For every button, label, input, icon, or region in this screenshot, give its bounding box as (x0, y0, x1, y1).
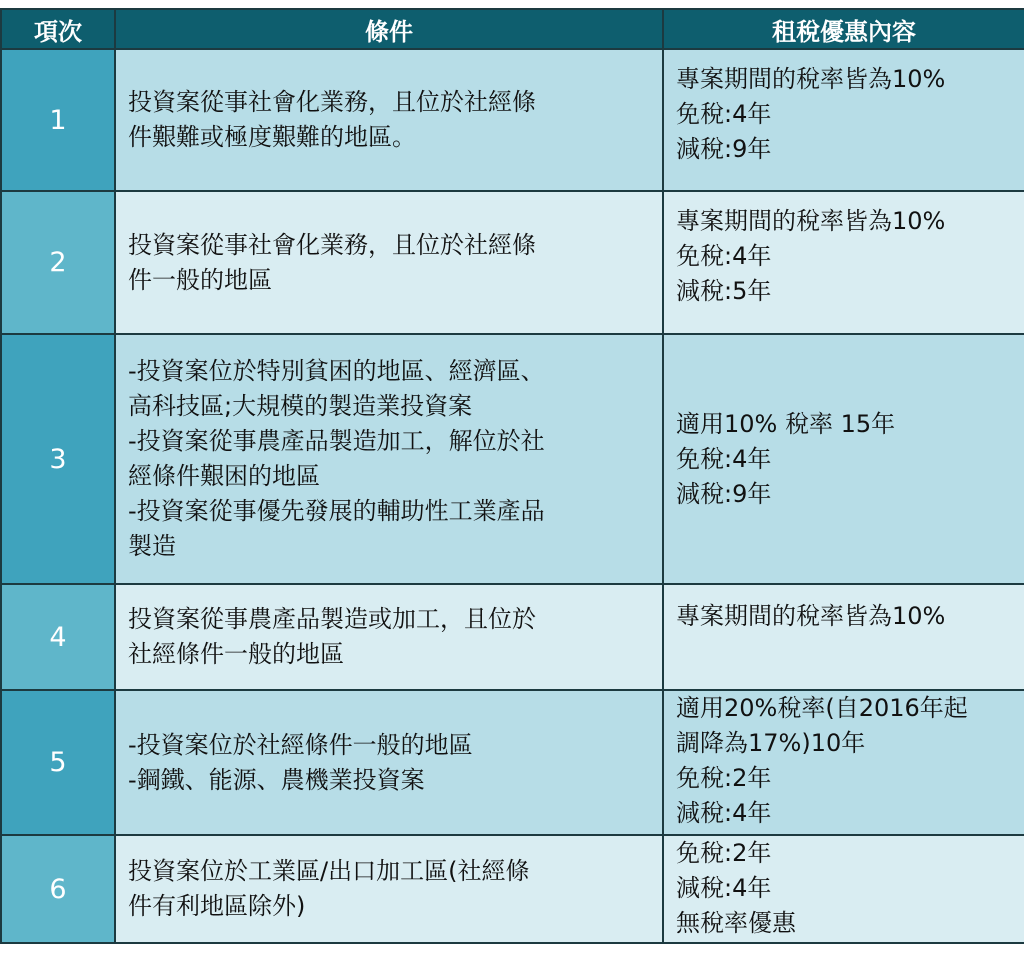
benefit-line: 調降為17%)10年 (676, 729, 866, 757)
row-condition (115, 584, 663, 690)
condition-line: 件艱難或極度艱難的地區。 (128, 123, 416, 151)
table-row (1, 835, 1024, 943)
benefit-line: 免稅:4年 (676, 242, 772, 270)
benefit-line: 減稅:5年 (676, 277, 772, 305)
condition-line: 件有利地區除外) (128, 892, 306, 920)
condition-line: -投資案位於特別貧困的地區、經濟區、 (128, 357, 545, 385)
condition-line: -投資案位於社經條件一般的地區 (128, 730, 473, 759)
condition-line: 投資案從事農產品製造或加工，且位於 (128, 605, 536, 633)
row-benefit (663, 835, 1024, 943)
condition-line: -鋼鐵、能源、農機業投資案 (128, 765, 425, 794)
row-index: 4 (1, 584, 115, 690)
benefit-line: 免稅:2年 (676, 764, 772, 792)
row-index: 2 (1, 191, 115, 334)
benefit-line: 減稅:4年 (676, 874, 772, 902)
row-index: 1 (1, 49, 115, 191)
benefit-line: 減稅:9年 (676, 135, 772, 163)
benefit-line: 專案期間的稅率皆為10% (676, 65, 946, 93)
benefit-line: 專案期間的稅率皆為10% (676, 602, 946, 630)
benefit-line: 免稅:2年 (676, 839, 772, 867)
condition-line: -投資案從事農產品製造加工，解位於社 (128, 427, 545, 455)
header-condition: 條件 (115, 9, 663, 49)
condition-line: 經條件艱困的地區 (128, 462, 320, 490)
condition-line: 投資案位於工業區/出口加工區(社經條 (128, 857, 530, 885)
condition-line: 投資案從事社會化業務，且位於社經條 (128, 88, 536, 116)
condition-line: 件一般的地區 (128, 265, 272, 294)
condition-line: 社經條件一般的地區 (128, 640, 344, 668)
row-index: 5 (1, 690, 115, 835)
benefit-line: 免稅:4年 (676, 100, 772, 128)
row-benefit (663, 49, 1024, 191)
tax-incentive-table (0, 8, 1024, 944)
row-condition (115, 835, 663, 943)
condition-line: 製造 (128, 532, 176, 560)
row-condition (115, 334, 663, 584)
table-row (1, 49, 1024, 191)
row-index: 3 (1, 334, 115, 584)
table-row (1, 690, 1024, 835)
row-benefit (663, 584, 1024, 690)
row-benefit (663, 690, 1024, 835)
benefit-line: 無稅率優惠 (676, 909, 796, 937)
condition-line: 投資案從事社會化業務，且位於社經條 (128, 230, 536, 259)
row-index: 6 (1, 835, 115, 943)
benefit-line: 適用20%稅率(自2016年起 (676, 694, 968, 722)
row-condition (115, 49, 663, 191)
table-row (1, 191, 1024, 334)
header-row (1, 9, 1024, 49)
row-benefit (663, 191, 1024, 334)
row-condition (115, 191, 663, 334)
benefit-line: 減稅:4年 (676, 799, 772, 827)
table-row (1, 334, 1024, 584)
condition-line: 高科技區;大規模的製造業投資案 (128, 392, 473, 420)
row-benefit (663, 334, 1024, 584)
table-row (1, 584, 1024, 690)
benefit-line: 專案期間的稅率皆為10% (676, 207, 946, 235)
header-index: 項次 (1, 9, 115, 49)
row-condition (115, 690, 663, 835)
benefit-line: 免稅:4年 (676, 444, 772, 473)
benefit-line: 適用10% 稅率 15年 (676, 409, 896, 438)
header-benefit: 租稅優惠內容 (663, 9, 1024, 49)
condition-line: -投資案從事優先發展的輔助性工業產品 (128, 497, 545, 525)
benefit-line: 減稅:9年 (676, 479, 772, 508)
